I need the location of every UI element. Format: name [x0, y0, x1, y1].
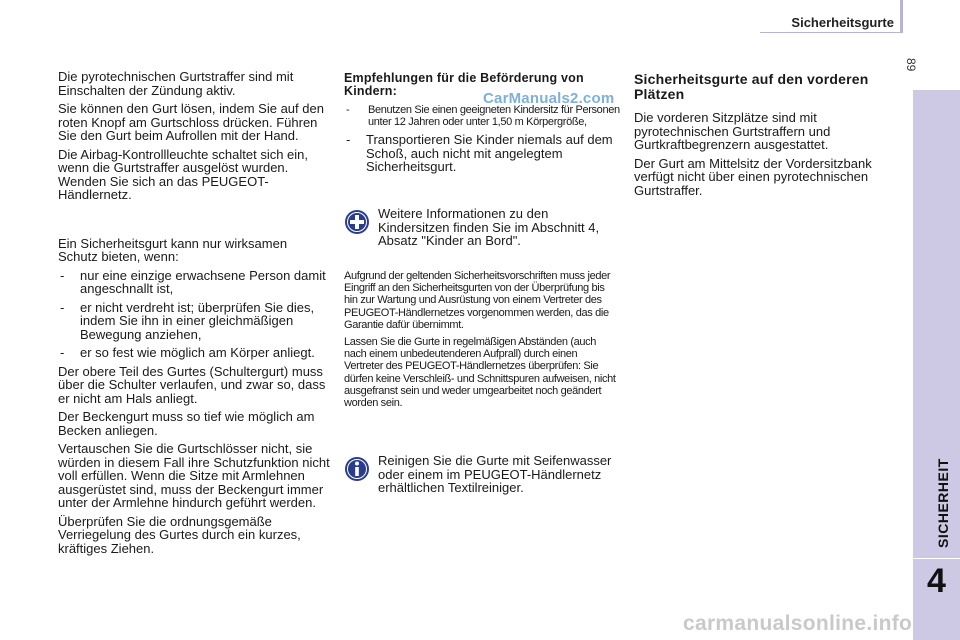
paragraph: Lassen Sie die Gurte in regelmäßigen Abständen (auch nach einem unbedeutenderen Aufprall) durch einen Vertreter des PEUGEOT-Händlernetzes überprüfen: Sie dürfen keine Verschleiß- und Schnittspuren aufweisen, nicht ausgefranst sein und weder umgearbeitet noch geändert worden sein.: [344, 336, 616, 410]
header-rule: [760, 32, 903, 33]
page-header-title: Sicherheitsgurte: [791, 15, 894, 30]
note-text: Reinigen Sie die Gurte mit Seifenwasser oder einem im PEUGEOT-Händlernetz erhältlichen Textilreiniger.: [378, 453, 612, 495]
column-middle: [344, 72, 624, 179]
note-more-info: [344, 207, 614, 248]
paragraph: Vertauschen Sie die Gurtschlösser nicht, sie würden in diesem Fall ihre Schutzfunktion nicht voll erfüllen. Wenn die Sitze mit Armlehnen ausgerüstet sind, muss der Beckengurt immer unter der Armlehne hindurch geführt werden.: [58, 441, 330, 510]
paragraph: Sie können den Gurt lösen, indem Sie auf den roten Knopf am Gurtschloss drücken. Führen Sie den Gurt beim Aufrollen mit der Hand.: [58, 101, 324, 143]
paragraph: Aufgrund der geltenden Sicherheitsvorschriften muss jeder Eingriff an den Sicherheitsgurten von der Überprüfung bis hin zur Wartung und Ausrüstung von einem Vertreter des PEUGEOT-Händlernetzes vorgenommen werden, das die Garantie dafür übernimmt.: [344, 270, 611, 331]
paragraph: Die pyrotechnischen Gurtstraffer sind mit Einschalten der Zündung aktiv.: [58, 69, 294, 98]
paragraph: Ein Sicherheitsgurt kann nur wirksamen Schutz bieten, wenn:: [58, 235, 288, 264]
header-tick: [900, 0, 903, 32]
info-icon: [344, 456, 370, 482]
child-recommendations-list: [344, 104, 624, 174]
spacer: [58, 207, 330, 237]
maintenance-notes: [344, 270, 619, 414]
paragraph: Die vorderen Sitzplätze sind mit pyrotechnischen Gurtstraffern und Gurtkraftbegrenzern ausgestattet.: [634, 110, 831, 152]
page-number: 89: [904, 58, 918, 72]
list-item: - Transportieren Sie Kinder niemals auf dem Schoß, auch nicht mit angelegtem Sicherheitsgurt.: [344, 133, 624, 174]
list-item: - er nicht verdreht ist; überprüfen Sie dies, indem Sie ihn in einer gleichmäßigen Bewegung anziehen,: [58, 301, 330, 342]
paragraph: Der Gurt am Mittelsitz der Vordersitzbank verfügt nicht über einen pyrotechnischen Gurtstraffer.: [634, 155, 872, 198]
note-cleaning: [344, 454, 614, 495]
chapter-label: SICHERHEIT: [935, 458, 951, 548]
paragraph: Der Beckengurt muss so tief wie möglich am Becken anliegen.: [58, 409, 315, 438]
watermark-bottom: carmanualsonline.info: [683, 612, 913, 635]
list-item: - er so fest wie möglich am Körper anliegt.: [58, 346, 330, 360]
paragraph: Die Airbag-Kontrollleuchte schaltet sich ein, wenn die Gurtstraffer ausgelöst wurden. Wenden Sie sich an das PEUGEOT-Händlernetz.: [58, 146, 309, 202]
column-right: [634, 72, 896, 202]
column-left: [58, 70, 330, 560]
plus-icon: [344, 209, 370, 235]
chapter-number: 4: [927, 562, 946, 600]
conditions-list: [58, 269, 330, 360]
watermark-top: CarManuals2.com: [483, 90, 615, 107]
paragraph: Überprüfen Sie die ordnungsgemäße Verriegelung des Gurtes durch ein kurzes, kräftiges Ziehen.: [58, 513, 301, 556]
note-text: Weitere Informationen zu den Kindersitzen finden Sie im Abschnitt 4, Absatz "Kinder an Bord".: [378, 206, 600, 248]
list-item: - Benutzen Sie einen geeigneten Kindersitz für Personen unter 12 Jahren oder unter 1,50 m Körpergröße,: [344, 104, 624, 128]
section-heading: Empfehlungen für die Beförderung von Kindern:: [344, 71, 584, 98]
chapter-divider: [913, 558, 960, 559]
list-item: - nur eine einzige erwachsene Person damit angeschnallt ist,: [58, 269, 330, 296]
section-heading: Sicherheitsgurte auf den vorderen Plätzen: [634, 71, 869, 102]
paragraph: Der obere Teil des Gurtes (Schultergurt) muss über die Schulter verlaufen, und zwar so, dass er nicht am Hals anliegt.: [58, 363, 326, 406]
